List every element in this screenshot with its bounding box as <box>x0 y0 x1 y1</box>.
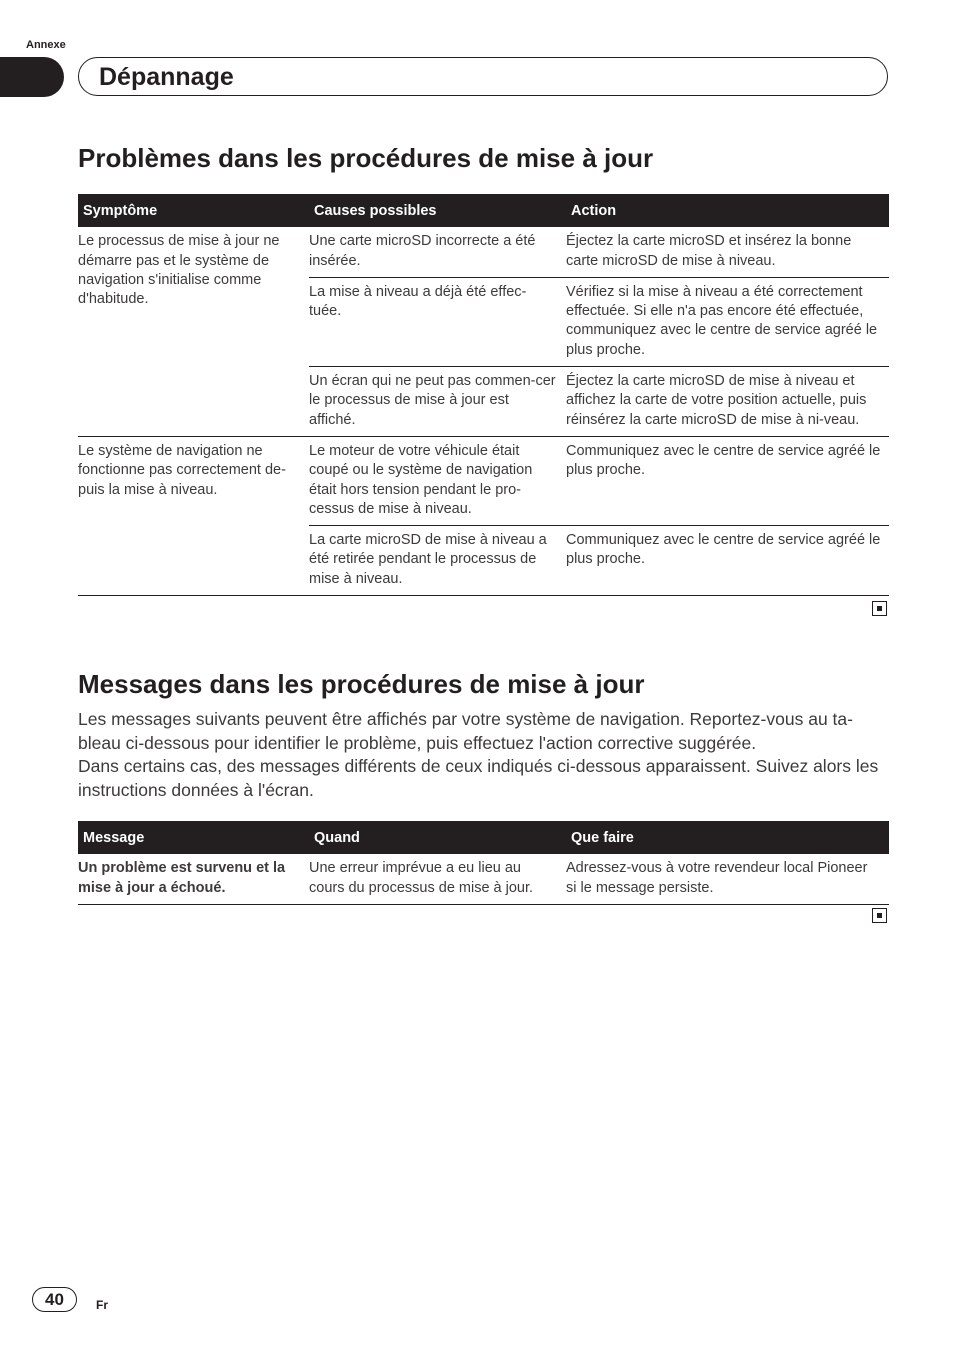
message-cell: Un problème est survenu et la mise à jour a échoué. <box>78 854 309 904</box>
end-of-section-icon <box>872 601 887 616</box>
page-number-badge <box>32 1287 77 1312</box>
chapter-header <box>78 57 888 96</box>
symptom-cell: Le processus de mise à jour ne démarre pas et le système de navigation s'initialise comme d'habitude. <box>78 227 309 436</box>
column-header: Causes possibles <box>309 194 566 227</box>
table-row <box>78 227 889 277</box>
cause-cell: La mise à niveau a déjà été effec-tuée. <box>309 277 566 366</box>
page-number: 40 <box>45 1290 64 1309</box>
chapter-tab-marker <box>0 57 64 97</box>
end-of-section-icon <box>872 908 887 923</box>
symptom-cell: Le système de navigation ne fonctionne pas correctement de-puis la mise à niveau. <box>78 436 309 595</box>
table-row <box>78 436 889 525</box>
intro-paragraph: Dans certains cas, des messages différents de ceux indiqués ci-dessous apparaissent. Suivez alors les instructions données à l'écran. <box>78 756 879 800</box>
todo-cell: Adressez-vous à votre revendeur local Pioneer si le message persiste. <box>566 854 889 904</box>
section2-title: Messages dans les procédures de mise à jour <box>78 669 645 699</box>
cause-cell: Une carte microSD incorrecte a été insérée. <box>309 227 566 277</box>
column-header: Action <box>566 194 889 227</box>
section1-title: Problèmes dans les procédures de mise à jour <box>78 143 654 173</box>
action-cell: Éjectez la carte microSD et insérez la bonne carte microSD de mise à niveau. <box>566 227 889 277</box>
table-header-row <box>78 194 889 227</box>
intro-paragraph: Les messages suivants peuvent être affichés par votre système de navigation. Reportez-vous au ta-bleau ci-dessous pour identifier le problème, puis effectuez l'action corrective suggérée. <box>78 709 853 753</box>
column-header: Message <box>78 821 309 854</box>
problems-table <box>78 194 889 596</box>
cause-cell: La carte microSD de mise à niveau a été retirée pendant le processus de mise à niveau. <box>309 526 566 596</box>
chapter-title: Dépannage <box>99 63 234 91</box>
column-header: Quand <box>309 821 566 854</box>
table-row <box>78 854 889 904</box>
column-header: Symptôme <box>78 194 309 227</box>
section2-intro <box>78 708 890 802</box>
action-cell: Communiquez avec le centre de service agréé le plus proche. <box>566 526 889 596</box>
action-cell: Éjectez la carte microSD de mise à niveau et affichez la carte de votre position actuelle, puis réinsérez la carte microSD de mise à ni-veau. <box>566 367 889 437</box>
messages-table <box>78 821 889 905</box>
action-cell: Communiquez avec le centre de service agréé le plus proche. <box>566 436 889 525</box>
cause-cell: Un écran qui ne peut pas commen-cer le processus de mise à jour est affiché. <box>309 367 566 437</box>
when-cell: Une erreur imprévue a eu lieu au cours du processus de mise à jour. <box>309 854 566 904</box>
section-label: Annexe <box>26 39 66 51</box>
cause-cell: Le moteur de votre véhicule était coupé ou le système de navigation était hors tension pendant le pro-cessus de mise à niveau. <box>309 436 566 525</box>
action-cell: Vérifiez si la mise à niveau a été correctement effectuée. Si elle n'a pas encore été effectuée, communiquez avec le centre de service agréé le plus proche. <box>566 277 889 366</box>
column-header: Que faire <box>566 821 889 854</box>
table-header-row <box>78 821 889 854</box>
language-code: Fr <box>96 1298 108 1312</box>
